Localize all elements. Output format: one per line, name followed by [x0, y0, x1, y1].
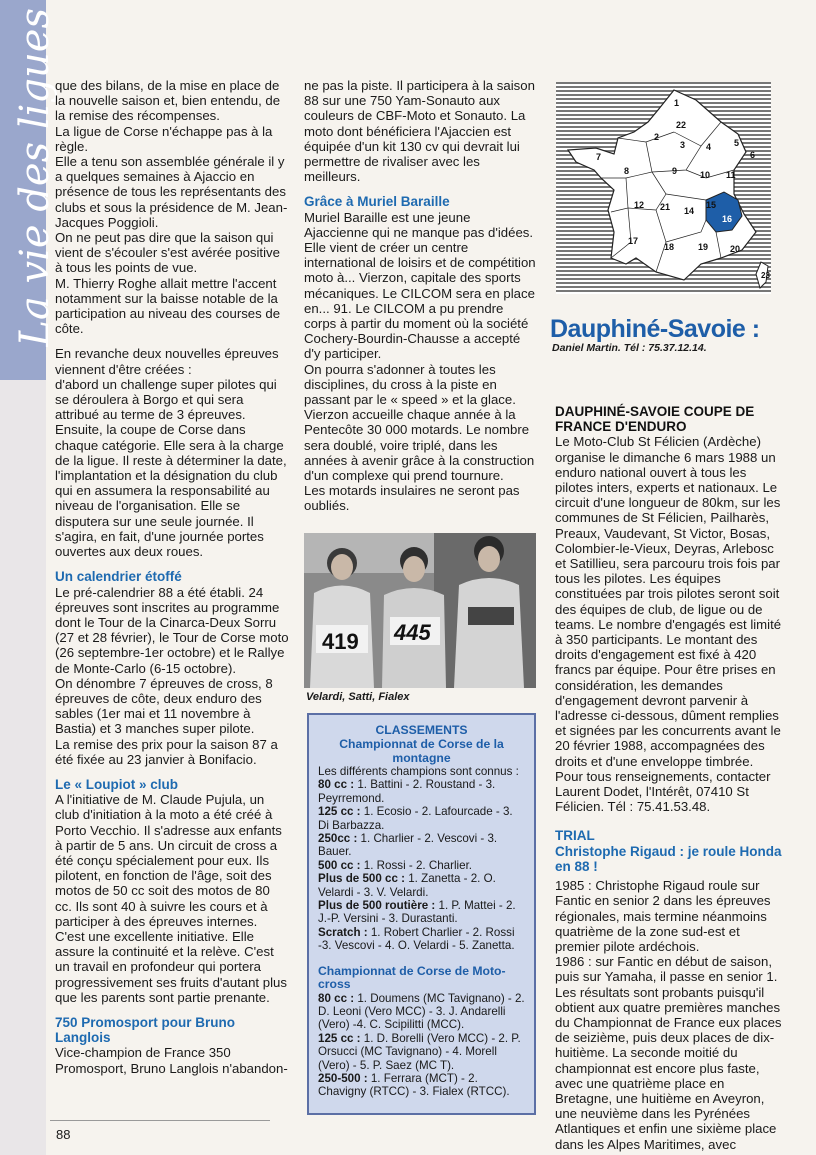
result-row: Plus de 500 routière : 1. P. Mattei - 2. J.-P. Versini - 3. Durastanti.: [318, 899, 516, 926]
paragraph: En revanche deux nouvelles épreuves viennent d'être créées :: [55, 346, 279, 377]
paragraph: Les motards insulaires ne seront pas oubliés.: [304, 483, 520, 514]
subheading: Le « Loupiot » club: [55, 776, 179, 792]
paragraph: On pourra s'adonner à toutes les disciplines, du cross à la piste en passant par le « speed » et la glace.: [304, 361, 516, 408]
paragraph: 1986 : sur Fantic en début de saison, puis sur Yamaha, il passe en senior 1. Les résultats sont probants puisqu'il obtient aux quatre premières manches du Championnat de France eux places de seizième, puis deux places de dix-huitième. La seconde moitié du championnat est encore plus faste, avec une quatrième place en Bretagne, une huitième en Aveyron, une neuvième dans les Pyrénées Atlantiques et enfin une sixième place dans les Alpes Maritimes, avec: [555, 954, 782, 1152]
bib-number-2: 445: [394, 620, 431, 645]
paragraph: Le pré-calendrier 88 a été établi. 24 épreuves sont inscrites au programme dont le Tour de la Cinarca-Deux Sorru (27 et 28 février), le Tour de Corse moto (26 septembre-1er octobre) et le Rallye de Monte-Carlo (6-15 octobre).: [55, 584, 289, 676]
subheading: Christophe Rigaud : je roule Honda en 88 !: [555, 843, 782, 874]
svg-text:19: 19: [698, 242, 709, 252]
subheading: 750 Promosport pour Bruno Langlois: [55, 1014, 236, 1046]
result-row: 80 cc : 1. Doumens (MC Tavignano) - 2. D. Leoni (Vero MCC) - 3. J. Andarelli (Vero) -4. C. Scipilitti (MCC).: [318, 991, 525, 1032]
france-leagues-map: [556, 82, 771, 294]
box-subtitle: Championnat de Corse de la montagne: [339, 737, 504, 765]
section-title-band: [0, 0, 58, 380]
column-3: [555, 404, 785, 1152]
column-1: [55, 78, 290, 1076]
result-row: 250cc : 1. Charlier - 2. Vescovi - 3. Bauer.: [318, 832, 498, 859]
box-subtitle-motocross: Championnat de Corse de Moto-cross: [318, 963, 506, 992]
paragraph: Ensuite, la coupe de Corse dans chaque catégorie. Elle sera à la charge de la ligue. Il reste à déterminer la date, l'implantation et la désignation du club qui en assumera la responsabilité au niveau de l'organisation. Elle se disputera sur une seule journée. Il s'agira, en fait, d'une journée portes ouvertes aux deux roues.: [55, 422, 287, 560]
paragraph: On dénombre 7 épreuves de cross, 8 épreuves de côte, deux enduro des sables (1er mai et 11 novembre à Bastia) et 3 manches super pilote.: [55, 675, 273, 737]
svg-text:9: 9: [672, 166, 678, 176]
paragraph: que des bilans, de la mise en place de la nouvelle saison et, bien entendu, de la remise des récompenses.: [55, 78, 281, 124]
paragraph: M. Thierry Roghe allait mettre l'accent notamment sur la baisse notable de la participation au niveau des courses de côte.: [55, 275, 281, 337]
svg-text:18: 18: [664, 242, 675, 252]
box-title: CLASSEMENTS: [375, 723, 468, 737]
svg-text:1: 1: [674, 98, 680, 108]
page-number: 88: [56, 1127, 71, 1142]
result-row: 500 cc : 1. Rossi - 2. Charlier.: [318, 858, 473, 872]
svg-text:16: 16: [722, 214, 733, 224]
result-row: 125 cc : 1. D. Borelli (Vero MCC) - 2. P. Orsucci (MC Tavignano) - 4. Morell (Vero) - 5. P. Saez (MC T).: [318, 1031, 521, 1072]
result-row: 125 cc : 1. Ecosio - 2. Lafourcade - 3. Di Barbazza.: [318, 805, 513, 832]
paragraph: Vice-champion de France 350 Promosport, Bruno Langlois n'abandon-: [55, 1045, 288, 1076]
paragraph: La ligue de Corse n'échappe pas à la règle.: [55, 123, 273, 154]
region-headline: Dauphiné-Savoie :: [550, 315, 760, 343]
footer-rule: [50, 1120, 270, 1121]
svg-text:11: 11: [726, 170, 736, 180]
svg-text:6: 6: [750, 150, 756, 160]
svg-text:3: 3: [680, 140, 686, 150]
subheading: Grâce à Muriel Baraille: [304, 194, 450, 210]
riders-photo-illustration: [304, 533, 536, 688]
svg-text:4: 4: [706, 142, 712, 152]
svg-text:15: 15: [706, 200, 717, 210]
paragraph: Le Moto-Club St Félicien (Ardèche) organise le dimanche 6 mars 1988 un enduro national ouvert à tous les pilotes inters, experts et nationaux. Le circuit d'une longueur de 80km, sur les communes de St Félicien, Pailharès, Preaux, Vaudevant, St Victor, Bosas, Colombier-le-Vieux, Deyras, Arlebosc et Satillieu, sera parcouru trois fois par tous les pilotes. Les équipes constituées par trois pilotes seront soit des équipes de club, de ligue ou de teams. Le nombre d'engagés est limité à 350 participants. Le montant des droits d'engagement est fixé à 420 francs par équipe. Pour être prises en considération, les demandes d'engagement devront parvenir à l'adresse ci-dessous, dûment remplies et signées par les concurrents avant le 20 février 1988, accompagnées des droits et d'une enveloppe timbrée.: [555, 434, 782, 769]
column-2: [304, 78, 536, 514]
classements-box: [307, 713, 536, 1115]
paragraph: On ne peut pas dire que la saison qui vient de s'écouler s'est avérée positive à tous les points de vue.: [55, 230, 280, 276]
svg-text:5: 5: [734, 138, 740, 148]
paragraph: La remise des prix pour la saison 87 a été fixée au 23 janvier à Bonifacio.: [55, 736, 278, 767]
bib-number-1: 419: [322, 629, 359, 654]
svg-text:20: 20: [730, 244, 741, 254]
paragraph: 1985 : Christophe Rigaud roule sur Fantic en senior 2 dans les épreuves régionales, mais termine néanmoins quatrième de la zone sud-est et premier pilote ardéchois.: [555, 878, 771, 954]
svg-text:17: 17: [628, 236, 639, 246]
svg-text:14: 14: [684, 206, 695, 216]
svg-text:10: 10: [700, 170, 711, 180]
subheading: Un calendrier étoffé: [55, 569, 182, 585]
paragraph: Vierzon accueille chaque année à la Pentecôte 30 000 motards. Le nombre sera doublé, voire triplé, dans les années à avenir grâce à la construction d'un complexe qui prend tournure.: [304, 407, 535, 484]
svg-text:7: 7: [596, 152, 602, 162]
photo-caption: Velardi, Satti, Fialex: [306, 691, 410, 703]
paragraph: Pour tous renseignements, contacter Laurent Dodet, l'Intérêt, 07410 St Félicien. Tél : 75.41.53.48.: [555, 768, 771, 815]
section-label: TRIAL: [555, 828, 595, 844]
result-row: 80 cc : 1. Battini - 2. Roustand - 3. Peyrremond.: [318, 778, 496, 805]
svg-text:12: 12: [634, 200, 645, 210]
section-title: La vie des ligues: [12, 8, 58, 347]
svg-text:23: 23: [761, 271, 770, 280]
svg-text:8: 8: [624, 166, 630, 176]
paragraph: Muriel Baraille est une jeune Ajaccienne qui ne manque pas d'idées. Elle vient de créer un centre international de loisirs et de compétition moto à... Vierzon, capitale des sports mécaniques. Le CILCOM sera en place en... 91. Le CILCOM a pu prendre corps à partir du moment où la société Cochery-Bourdin-Chausse a accepté d'y participer.: [304, 209, 536, 362]
svg-text:22: 22: [676, 120, 687, 130]
svg-text:21: 21: [660, 202, 671, 212]
result-row: Scratch : 1. Robert Charlier - 2. Rossi -3. Vescovi - 4. O. Velardi - 5. Zanetta.: [318, 925, 515, 953]
paragraph: ne pas la piste. Il participera à la saison 88 sur une 750 Yam-Sonauto aux couleurs de CBF-Moto et Sonauto. La moto dont bénéficiera l'Ajaccien est équipée d'un kit 130 cv qui devrait lui permettre de rivaliser avec les meilleurs.: [304, 78, 535, 185]
paragraph: d'abord un challenge super pilotes qui se déroulera à Borgo et qui sera attribué au terme de 3 épreuves.: [55, 376, 277, 423]
france-map-graphic: [556, 82, 771, 294]
svg-text:2: 2: [654, 132, 660, 142]
section-heading: DAUPHINÉ-SAVOIE COUPE DE FRANCE D'ENDURO: [555, 404, 755, 435]
paragraph: Elle a tenu son assemblée générale il y a quelques semaines à Ajaccio en présence de tous les représentants des clubs et sous la présidence de M. Jean-Jacques Poggioli.: [55, 154, 288, 230]
region-contact: Daniel Martin. Tél : 75.37.12.14.: [552, 342, 707, 354]
result-row: 250-500 : 1. Ferrara (MCT) - 2. Chavigny (RTCC) - 3. Fialex (RTCC).: [318, 1071, 510, 1099]
box-intro: Les différents champions sont connus :: [318, 765, 519, 778]
riders-photo: [304, 533, 536, 688]
paragraph: A l'initiative de M. Claude Pujula, un club d'initiation à la moto a été créé à Porto Vecchio. Il s'adresse aux enfants à partir de 5 ans. Un circuit de cross a été conçu spécialement pour eux. Ils pilotent, en fonction de l'âge, soit des motos de 50 cc soit des motos de 80 cc. Ils sont 40 à suivre les cours et à participer à des épreuves internes. C'est une excellente initiative. Elle assure la continuité et la relève. C'est un travail en profondeur qui portera progressivement ses fruits d'autant plus que les parents sont partie prenante.: [55, 792, 287, 1005]
result-row: Plus de 500 cc : 1. Zanetta - 2. O. Velardi - 3. V. Velardi.: [318, 872, 496, 899]
